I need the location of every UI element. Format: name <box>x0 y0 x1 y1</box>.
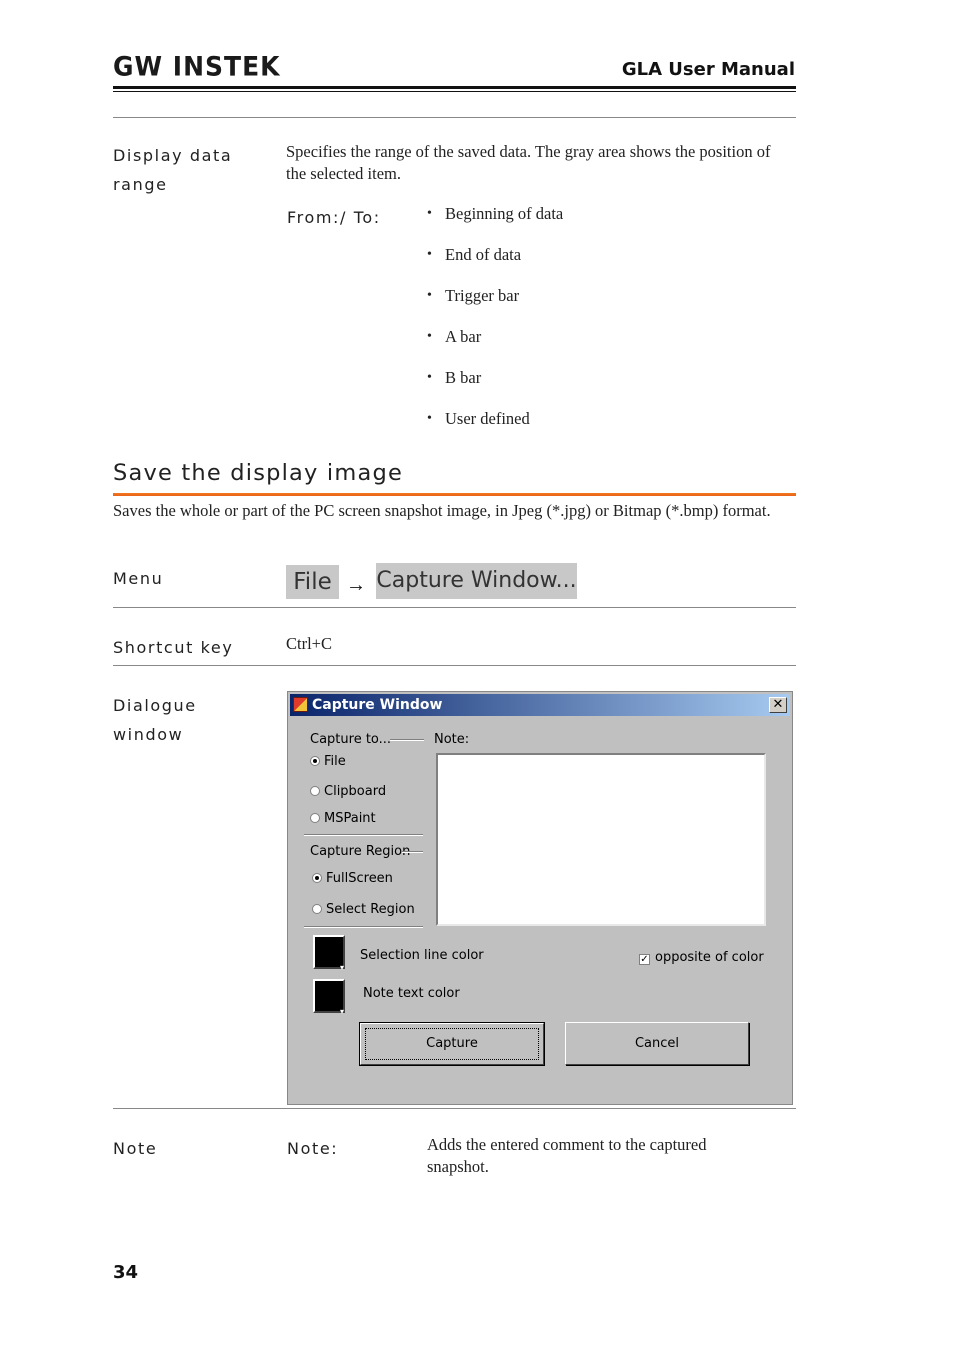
note-term: Note: <box>287 1139 339 1158</box>
radio-fullscreen[interactable] <box>312 871 393 887</box>
range-options-list <box>427 203 563 449</box>
radio-mspaint[interactable] <box>310 811 376 827</box>
note-text-color-swatch[interactable] <box>313 979 345 1013</box>
header-rule <box>113 86 796 89</box>
list-item: • Trigger bar <box>427 285 563 326</box>
list-item: • A bar <box>427 326 563 367</box>
note-description: Adds the entered comment to the captured snapshot. <box>427 1135 707 1176</box>
arrow-icon: → <box>346 574 366 596</box>
display-data-range-description: Specifies the range of the saved data. The gray area shows the position of the selected item. <box>286 142 771 183</box>
list-item: • User defined <box>427 408 563 449</box>
display-data-range-label: Display data range <box>113 146 233 194</box>
app-icon <box>293 697 308 712</box>
radio-label: FullScreen <box>326 871 393 886</box>
list-item: • B bar <box>427 367 563 408</box>
opposite-of-color-checkbox[interactable] <box>639 950 764 966</box>
group-line <box>304 834 423 836</box>
cancel-button-label: Cancel <box>634 1036 680 1051</box>
note-text-color-label: Note text color <box>363 986 460 1001</box>
radio-label: Clipboard <box>324 784 387 799</box>
from-to-label: From:/ To: <box>287 208 381 227</box>
group-line <box>390 739 424 741</box>
capture-window-dialog <box>287 691 793 1105</box>
dialog-title-bar[interactable] <box>290 694 790 716</box>
list-item: • Beginning of data <box>427 203 563 244</box>
manual-title: GLA User Manual <box>621 59 795 80</box>
header-rule-thin <box>113 91 796 92</box>
radio-icon <box>310 756 320 766</box>
cancel-button[interactable] <box>565 1022 749 1065</box>
group-line <box>402 851 423 853</box>
shortcut-value: Ctrl+C <box>286 634 332 653</box>
note-textarea[interactable] <box>436 753 766 926</box>
radio-label: MSPaint <box>324 811 376 826</box>
divider <box>113 607 796 608</box>
capture-to-group-label: Capture to... <box>310 732 392 747</box>
menu-label: Menu <box>113 569 164 588</box>
capture-window-menu-chip: Capture Window... <box>376 563 577 599</box>
group-line <box>304 926 423 928</box>
selection-line-color-swatch[interactable] <box>313 935 345 969</box>
dialogue-label-line2: window <box>113 725 184 744</box>
capture-button-label: Capture <box>426 1036 478 1051</box>
list-item: • End of data <box>427 244 563 285</box>
radio-icon <box>312 904 322 914</box>
radio-icon <box>312 873 322 883</box>
section-rule <box>113 493 796 496</box>
divider <box>113 1108 796 1109</box>
note-label: Note: <box>434 732 470 747</box>
page-number: 34 <box>113 1262 139 1283</box>
capture-button[interactable] <box>360 1023 544 1065</box>
checkbox-label: opposite of color <box>655 950 764 965</box>
focus-ring <box>365 1028 539 1060</box>
file-menu-chip: File <box>286 565 339 599</box>
selection-line-color-label: Selection line color <box>360 948 484 963</box>
radio-icon <box>310 813 320 823</box>
checkbox-check-icon: ✓ <box>640 954 649 965</box>
radio-clipboard[interactable] <box>310 784 386 800</box>
dialogue-label-line1: Dialogue <box>113 696 197 715</box>
divider <box>113 117 796 118</box>
radio-label: Select Region <box>326 902 415 917</box>
section-intro: Saves the whole or part of the PC screen snapshot image, in Jpeg (*.jpg) or Bitmap (*.bmp) format. <box>113 501 771 520</box>
radio-icon <box>310 786 320 796</box>
divider <box>113 665 796 666</box>
shortcut-label: Shortcut key <box>113 638 234 657</box>
radio-file[interactable] <box>310 754 346 770</box>
note-row-label: Note <box>113 1139 158 1158</box>
radio-select-region[interactable] <box>312 902 415 918</box>
radio-label: File <box>324 754 346 769</box>
close-icon[interactable]: ✕ <box>769 697 787 713</box>
gw-instek-logo: GW INSTEK <box>113 51 281 82</box>
capture-region-group-label: Capture Region <box>310 844 411 859</box>
section-title: Save the display image <box>113 460 403 486</box>
dialog-title: Capture Window <box>312 697 443 713</box>
